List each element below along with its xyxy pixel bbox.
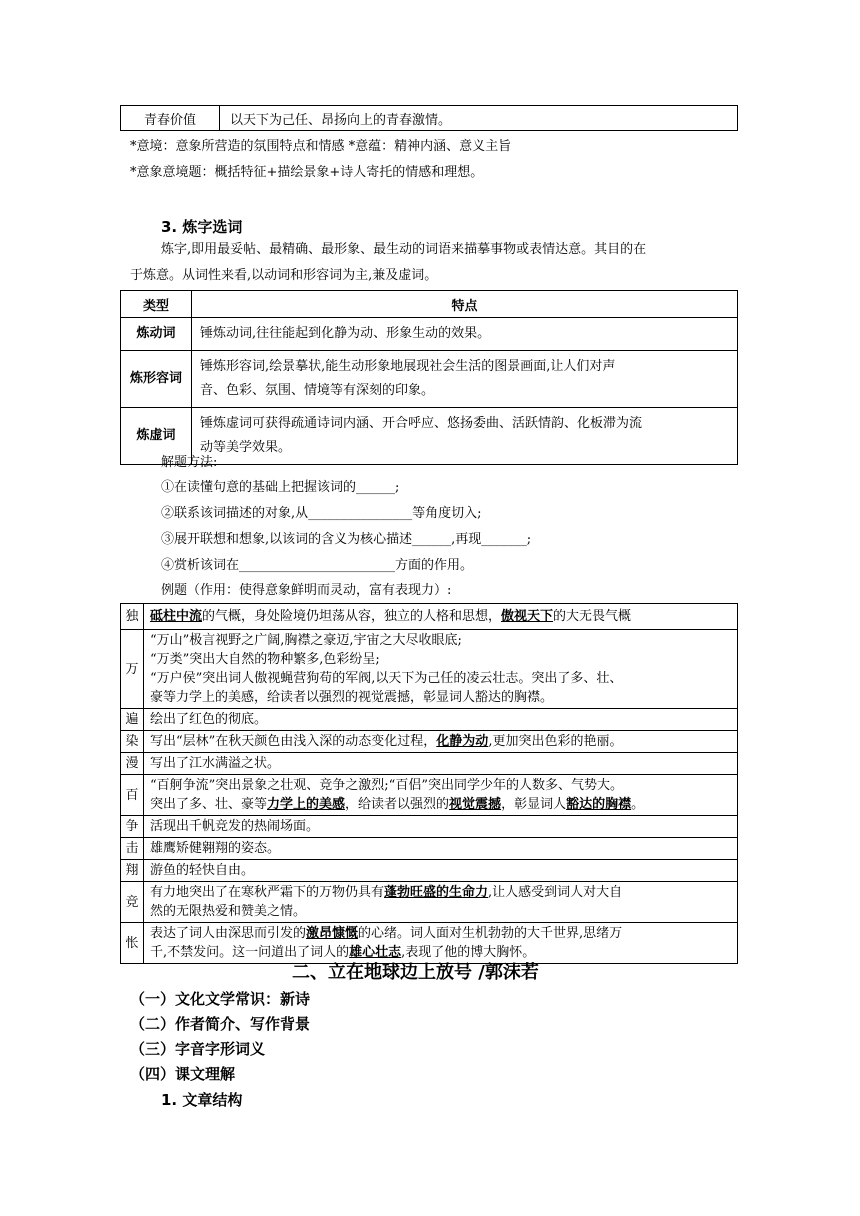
analysis-cell	[144, 882, 738, 923]
table-header-row	[121, 291, 738, 318]
word-cell: 染	[121, 731, 144, 753]
table-row	[121, 709, 738, 731]
refine-type-table	[120, 290, 738, 465]
feature-cell	[192, 408, 738, 465]
feature-text: 锤炼动词,往往能起到化静为动、形象生动的效果。	[200, 326, 491, 341]
analysis-text: 千,不禁发问。这一问道出了词人的	[150, 945, 350, 960]
column-header-type: 类型	[121, 291, 192, 318]
section-two-title: 二、立在地球边上放号 /郭沫若	[292, 962, 539, 983]
analysis-text: 然的无限热爱和赞美之情。	[150, 904, 307, 919]
feature-text: 音、色彩、氛围、情境等有深刻的印象。	[200, 383, 435, 398]
value-label: 青春价值	[121, 106, 220, 131]
column-header-feature: 特点	[192, 291, 738, 318]
table-row	[121, 630, 738, 709]
analysis-cell	[144, 775, 738, 816]
table-row	[121, 731, 738, 753]
method-step-1: ①在读懂句意的基础上把握该词的______;	[161, 480, 400, 495]
word-cell: 百	[121, 775, 144, 816]
type-cell: 炼虚词	[121, 408, 192, 465]
feature-text: 动等美学效果。	[200, 440, 292, 455]
analysis-cell: 写出了江水满溢之状。	[144, 753, 738, 775]
paragraph-line-2: 于炼意。从词性来看,以动词和形容词为主,兼及虚词。	[130, 268, 438, 283]
word-cell: 竞	[121, 882, 144, 923]
value-content: 以天下为己任、昂扬向上的青春激情。	[220, 106, 738, 131]
key-phrase: 视觉震撼	[449, 797, 502, 812]
key-phrase: 激昂慷慨	[306, 926, 359, 941]
example-table	[120, 603, 738, 964]
feature-text: 锤炼形容词,绘景摹状,能生动形象地展现社会生活的图景画面,让人们对声	[200, 359, 616, 374]
table-row	[121, 351, 738, 408]
analysis-text: 的大无畏气概	[553, 609, 632, 624]
table-row	[121, 816, 738, 838]
analysis-cell: 活现出千帆竞发的热闹场面。	[144, 816, 738, 838]
key-phrase: 傲视天下	[501, 609, 554, 624]
table-row	[121, 318, 738, 351]
word-cell: 独	[121, 604, 144, 630]
analysis-text: “万山”极言视野之广阔,胸襟之豪迈,宇宙之大尽收眼底;	[150, 633, 462, 648]
type-cell: 炼动词	[121, 318, 192, 351]
analysis-cell	[144, 731, 738, 753]
analysis-cell	[144, 630, 738, 709]
note-line-2: *意象意境题：概括特征+描绘景象+诗人寄托的情感和理想。	[130, 165, 484, 180]
key-phrase: 蓬勃旺盛的生命力	[384, 885, 489, 900]
word-cell: 遍	[121, 709, 144, 731]
table-row	[121, 838, 738, 860]
analysis-text: “百舸争流”突出景象之壮观、竞争之激烈;“百侣”突出同学少年的人数多、气势大。	[150, 778, 623, 793]
type-cell: 炼形容词	[121, 351, 192, 408]
method-title: 解题方法:	[161, 455, 218, 470]
analysis-text: 。	[631, 797, 645, 812]
value-table	[120, 105, 738, 131]
word-cell: 怅	[121, 923, 144, 964]
table-row	[121, 775, 738, 816]
analysis-text: 的心绪。词人面对生机勃勃的大千世界,思绪万	[358, 926, 623, 941]
feature-text: 锤炼虚词可获得疏通诗词内涵、开合呼应、悠扬委曲、活跃情韵、化板滞为流	[200, 416, 643, 431]
analysis-text: 表达了词人由深思而引发的	[150, 926, 307, 941]
subsection-3: （三）字音字形词义	[130, 1040, 266, 1058]
key-phrase: 雄心壮志	[349, 945, 402, 960]
analysis-cell: 雄鹰矫健翱翔的姿态。	[144, 838, 738, 860]
analysis-text: 的气概，身处险境仍坦荡从容，独立的人格和思想，	[202, 609, 502, 624]
analysis-text: 有力地突出了在寒秋严霜下的万物仍具有	[150, 885, 385, 900]
key-phrase: 化静为动	[436, 734, 489, 749]
analysis-text: ,让人感受到词人对大自	[488, 885, 623, 900]
word-cell: 争	[121, 816, 144, 838]
analysis-text: 豪等力学上的美感，给读者以强烈的视觉震撼，彰显词人豁达的胸襟。	[150, 690, 554, 705]
word-cell: 万	[121, 630, 144, 709]
table-row	[121, 106, 738, 131]
table-row	[121, 860, 738, 882]
key-phrase: 豁达的胸襟	[566, 797, 632, 812]
feature-cell	[192, 351, 738, 408]
word-cell: 漫	[121, 753, 144, 775]
section-heading-3: 3. 炼字选词	[161, 218, 243, 236]
key-phrase: 力学上的美感	[267, 797, 346, 812]
analysis-text: ,更加突出色彩的艳丽。	[488, 734, 623, 749]
analysis-cell: 游鱼的轻快自由。	[144, 860, 738, 882]
method-step-2: ②联系该词描述的对象,从________________等角度切入;	[161, 506, 482, 521]
analysis-cell	[144, 604, 738, 630]
paragraph-line-1: 炼字,即用最妥帖、最精确、最形象、最生动的词语来描摹事物或表情达意。其目的在	[161, 242, 647, 257]
subsection-4: （四）课文理解	[130, 1065, 236, 1083]
word-cell: 击	[121, 838, 144, 860]
analysis-text: ，彰显词人	[501, 797, 567, 812]
analysis-text: “万户侯”突出词人傲视蝇营狗苟的军阀,以天下为己任的凌云壮志。突出了多、壮、	[150, 671, 623, 686]
subsection-1: （一）文化文学常识：新诗	[130, 990, 311, 1008]
analysis-text: ，给读者以强烈的	[345, 797, 450, 812]
analysis-text: “万类”突出大自然的物种繁多,色彩纷呈;	[150, 652, 380, 667]
analysis-text: 突出了多、壮、豪等	[150, 797, 268, 812]
analysis-text: 写出“层林”在秋天颜色由浅入深的动态变化过程，	[150, 734, 437, 749]
subsection-2: （二）作者简介、写作背景	[130, 1015, 311, 1033]
table-row	[121, 882, 738, 923]
key-phrase: 砥柱中流	[150, 609, 203, 624]
example-title: 例题（作用：使得意象鲜明而灵动，富有表现力）:	[161, 583, 452, 598]
table-row	[121, 604, 738, 630]
analysis-text: ,表现了他的博大胸怀。	[401, 945, 536, 960]
subsection-4-1: 1. 文章结构	[161, 1091, 243, 1109]
feature-cell	[192, 318, 738, 351]
note-line-1: *意境：意象所营造的氛围特点和情感 *意蕴：精神内涵、意义主旨	[130, 139, 512, 154]
word-cell: 翔	[121, 860, 144, 882]
table-row	[121, 753, 738, 775]
method-step-3: ③展开联想和想象,以该词的含义为核心描述______,再现_______;	[161, 532, 532, 547]
method-step-4: ④赏析该词在________________________方面的作用。	[161, 558, 474, 573]
analysis-cell: 绘出了红色的彻底。	[144, 709, 738, 731]
